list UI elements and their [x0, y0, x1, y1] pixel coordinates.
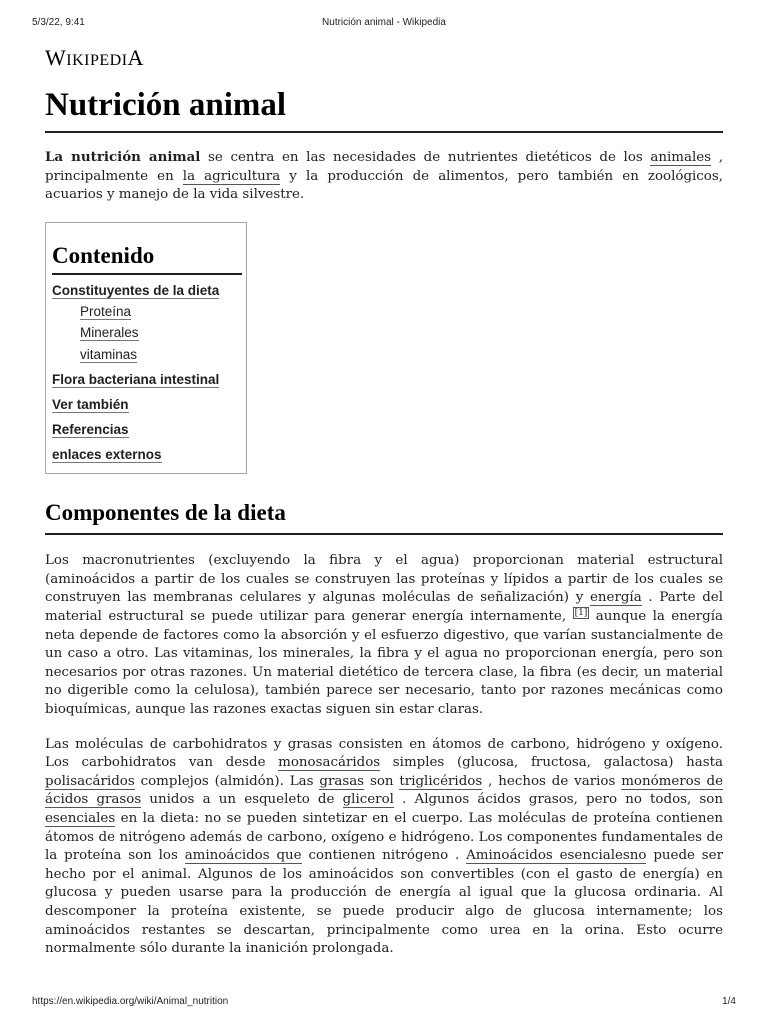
toc-item-constituyentes[interactable]: Constituyentes de la dieta — [52, 282, 220, 298]
link-glicerol[interactable]: glicerol — [342, 792, 394, 808]
link-aminoacidos-esenciales[interactable]: Aminoácidos esencialesno — [466, 848, 647, 864]
toc-item-flora[interactable]: Flora bacteriana intestinal — [52, 372, 220, 388]
toc-item-vitaminas[interactable]: vitaminas — [80, 346, 138, 362]
print-url: https://en.wikipedia.org/wiki/Animal_nutrition — [32, 996, 229, 1007]
toc-item-enlaces-externos[interactable]: enlaces externos — [52, 447, 162, 463]
wikipedia-wordmark[interactable]: WIKIPEDIA — [45, 45, 144, 70]
table-of-contents — [45, 222, 247, 475]
section-heading: Componentes de la dieta — [45, 498, 723, 535]
toc-item-ver-tambien[interactable]: Ver también — [52, 397, 129, 413]
print-footer — [32, 996, 736, 1010]
intro-paragraph: La nutrición animal se centra en las necesidades de nutrientes dietéticos de los animales , principalmente en la agricultura y la producción de alimentos, pero también en zoológicos, acuarios y manejo de la vida silvestre. — [45, 149, 723, 203]
link-animales[interactable]: animales — [650, 150, 712, 165]
article-content — [45, 40, 723, 959]
print-header — [32, 17, 736, 31]
reference-1[interactable]: [1] — [574, 607, 588, 618]
link-agricultura[interactable]: la agricultura — [182, 168, 281, 184]
print-date: 5/3/22, 9:41 — [32, 17, 85, 28]
toc-item-referencias[interactable]: Referencias — [52, 422, 129, 438]
toc-item-minerales[interactable]: Minerales — [80, 325, 139, 341]
link-monosacaridos[interactable]: monosacáridos — [278, 755, 381, 771]
link-polisacaridos[interactable]: polisacáridos — [45, 773, 135, 789]
section-paragraph-2: Las moléculas de carbohidratos y grasas consisten en átomos de carbono, hidrógeno y oxígeno. Los carbohidratos van desde monosacáridos simples (glucosa, fructosa, galactosa) hasta polisacáridos complejos (almidón). Las grasas son triglicéridos , hechos de varios monómeros de ácidos grasos unidos a un esqueleto de glicerol . Algunos ácidos grasos, pero no todos, son esenciales en la dieta: no se pueden sintetizar en el cuerpo. Las moléculas de proteína contienen átomos de nitrógeno además de carbono, oxígeno e hidrógeno. Los componentes fundamentales de la proteína son los aminoácidos que contienen nitrógeno . Aminoácidos esencialesno puede ser hecho por el animal. Algunos de los aminoácidos son convertibles (con el gasto de energía) en glucosa y pueden usarse para la producción de energía al igual que la glucosa ordinaria. Al descomponer la proteína existente, se puede producir algo de glucosa internamente; los aminoácidos restantes se descartan, principalmente como urea en la orina. Esto ocurre normalmente sólo durante la inanición prolongada. — [45, 736, 724, 957]
page-title: Nutrición animal — [45, 85, 723, 133]
section-paragraph-1: Los macronutrientes (excluyendo la fibra y el agua) proporcionan material estructural (aminoácidos a partir de los cuales se construyen las proteínas y lípidos a partir de los cuales se construyen las membranas celulares y algunas moléculas de señalización) y energía . Parte del material estructural se puede utilizar para generar energía internamente, [1] aunque la energía neta depende de factores como la absorción y el esfuerzo digestivo, que varían sustancialmente de un caso a otro. Las vitaminas, los minerales, la fibra y el agua no proporcionan energía, pero son necesarios por otras razones. Un material dietético de tercera clase, la fibra (es decir, un material no digerible como la celulosa), también parece ser necesario, tanto por razones mecánicas como bioquímicas, aunque las razones exactas siguen sin estar claras. — [45, 553, 724, 718]
print-document-title: Nutrición animal - Wikipedia — [322, 17, 446, 28]
link-monomeros[interactable]: monómeros de ácidos grasos — [45, 773, 724, 808]
link-aminoacidos[interactable]: aminoácidos que — [184, 848, 302, 864]
print-page-number: 1/4 — [722, 996, 736, 1007]
link-energia[interactable]: energía — [589, 590, 642, 606]
toc-item-proteina[interactable]: Proteína — [80, 303, 132, 319]
toc-title: Contenido — [52, 243, 242, 275]
link-grasas[interactable]: grasas — [319, 773, 365, 789]
link-esenciales[interactable]: esenciales — [45, 811, 116, 826]
link-trigliceridos[interactable]: triglicéridos — [399, 773, 483, 789]
